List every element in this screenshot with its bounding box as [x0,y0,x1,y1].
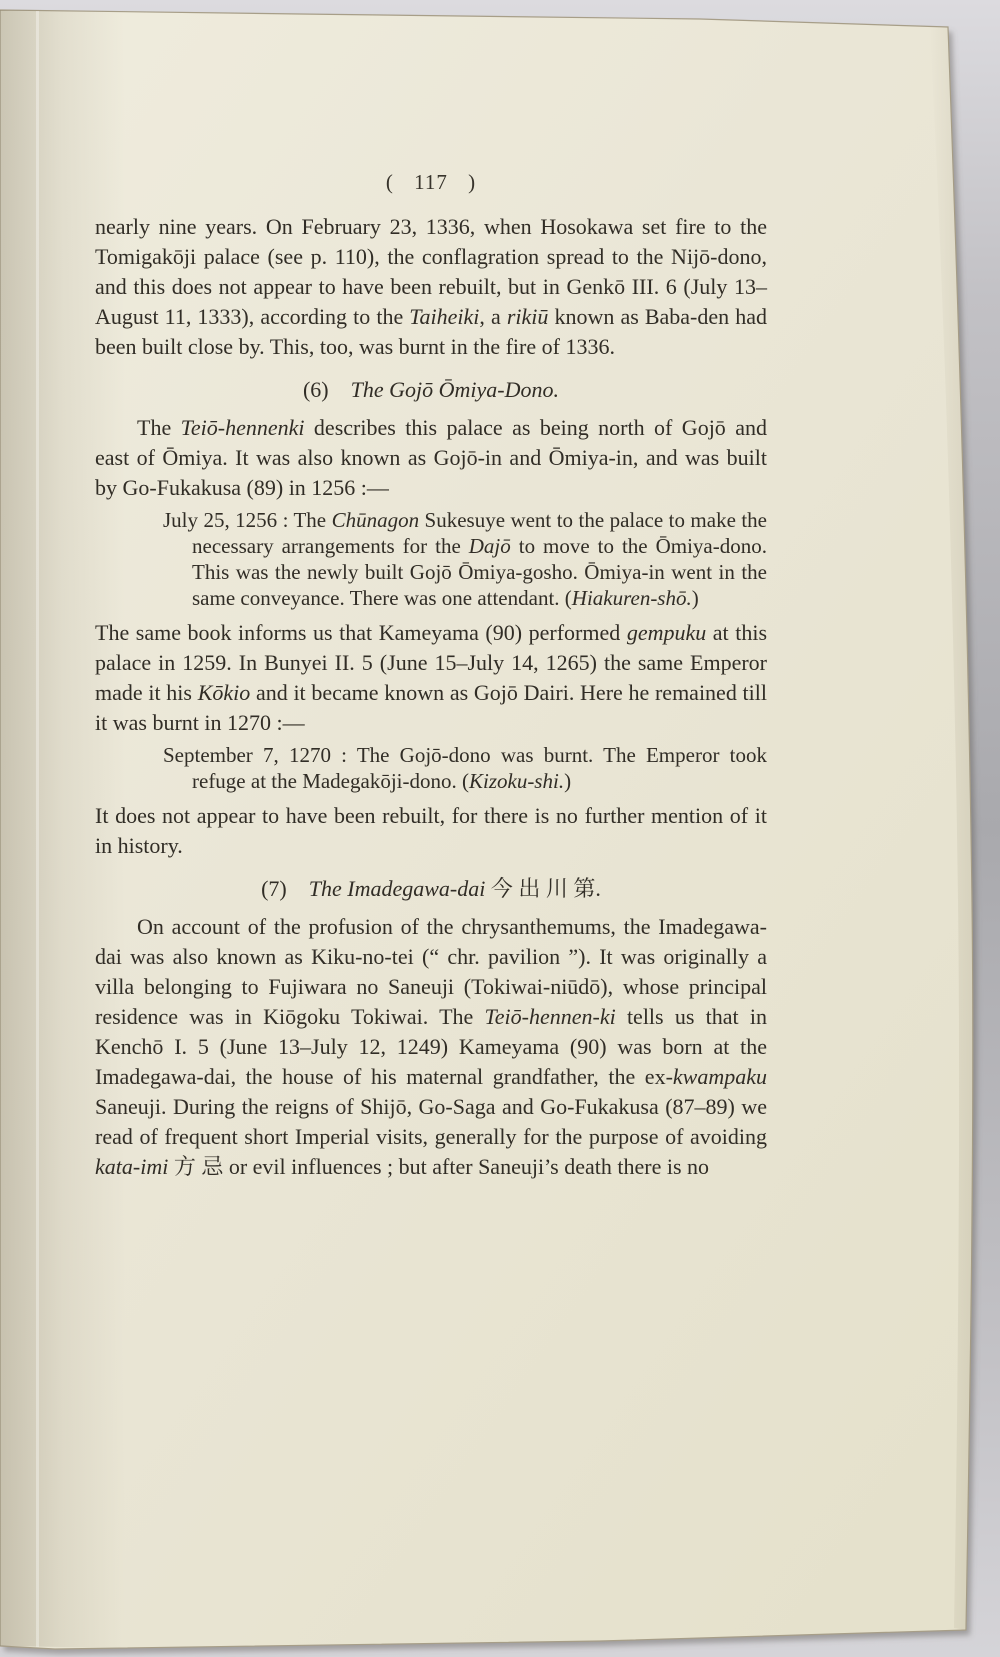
italic-text-segment: kata-imi [95,1154,169,1179]
page-text [95,170,767,1182]
text-segment: , a [479,304,507,329]
text-segment: July 25, 1256 : The [163,508,332,532]
text-segment: On account of the profusion of the chrysanthemums, the Imadegawa-dai was also known as Kiku-no-tei (“ chr. pavilion ”). It was originally a villa belonging to Fujiwara no Saneuji (Tokiwai-niūdō), whose principal residence was in Kiōgoku Tokiwai. The [95,914,767,1029]
text-segment: tells us that in Kenchō I. 5 (June 13–July 12, 1249) Kameyama (90) was born at the Imadegawa-dai, the house of his maternal grandfather, the ex- [95,1004,768,1089]
italic-text-segment: gempuku [626,620,707,645]
text-segment: The same book informs us that Kameyama (90) performed [95,620,627,645]
italic-text-segment: The Gojō Ōmiya-Dono. [350,377,560,402]
italic-text-segment: Teiō-hennenki [180,415,305,440]
italic-text-segment: The Imadegawa-dai [308,876,486,901]
text-segment: to move to the Ōmiya-dono. This was the newly built Gojō Ōmiya-gosho. Ōmiya-in went in the same conveyance. There was one attendant. ( [192,534,767,610]
italic-text-segment: Chūnagon [331,508,420,532]
text-segment: known as Baba-den had been built close by. This, too, was burnt in the fire of 1336. [95,304,767,359]
italic-text-segment: Hiakuren-shō. [571,586,692,610]
text-segment: It does not appear to have been rebuilt, for there is no further mention of it in history. [95,803,767,858]
text-segment: and it became known as Gojō Dairi. Here he remained till it was burnt in 1270 :— [95,680,767,735]
binding-crease [36,11,39,1647]
text-segment: 方 忌 or evil influences ; but after Saneuji’s death there is no [168,1154,710,1179]
italic-text-segment: Teiō-hennen-ki [484,1004,616,1029]
text-segment: Saneuji. During the reigns of Shijō, Go-Saga and Go-Fukakusa (87–89) we read of frequent short Imperial visits, generally for the purpose of avoiding [95,1094,767,1149]
text-segment: The [137,415,181,440]
block-quote [95,742,767,794]
text-segment: 今 出 川 第. [485,876,601,901]
section-heading [95,376,767,404]
section-heading [95,875,767,903]
italic-text-segment: Kōkio [197,680,251,705]
text-flow [95,212,767,1182]
paragraph [95,212,767,362]
text-segment: Sukesuye went to the palace to make the necessary arrangements for the [192,508,767,558]
text-segment: (7) [261,876,309,901]
paragraph [95,413,767,503]
text-segment: September 7, 1270 : The Gojō-dono was burnt. The Emperor took refuge at the Madegakōji-dono. ( [163,743,767,793]
paragraph [95,912,767,1182]
italic-text-segment: kwampaku [672,1064,767,1089]
text-segment: (6) [302,377,351,402]
text-segment: describes this palace as being north of Gojō and east of Ōmiya. It was also known as Gojō-in and Ōmiya-in, and was built by Go-Fukakusa (89) in 1256 :— [95,415,768,500]
italic-text-segment: Taiheiki [409,304,480,329]
text-segment: nearly nine years. On February 23, 1336, when Hosokawa set fire to the Tomigakōji palace (see p. 110), the conflagration spread to the Nijō-dono, and this does not appear to have been rebuilt, but in Genkō III. 6 (July 13–August 11, 1333), according to the [95,214,767,329]
text-segment: ) [691,586,699,610]
italic-text-segment: Dajō [468,534,511,558]
text-segment: at this palace in 1259. In Bunyei II. 5 (June 15–July 14, 1265) the same Emperor made it his [95,620,767,705]
italic-text-segment: rikiū [506,304,549,329]
paragraph [95,801,767,861]
paragraph [95,618,767,738]
italic-text-segment: Kizoku-shi. [468,769,565,793]
page-number: ( 117 ) [385,170,477,194]
text-segment: ) [564,769,572,793]
block-quote [95,507,767,611]
